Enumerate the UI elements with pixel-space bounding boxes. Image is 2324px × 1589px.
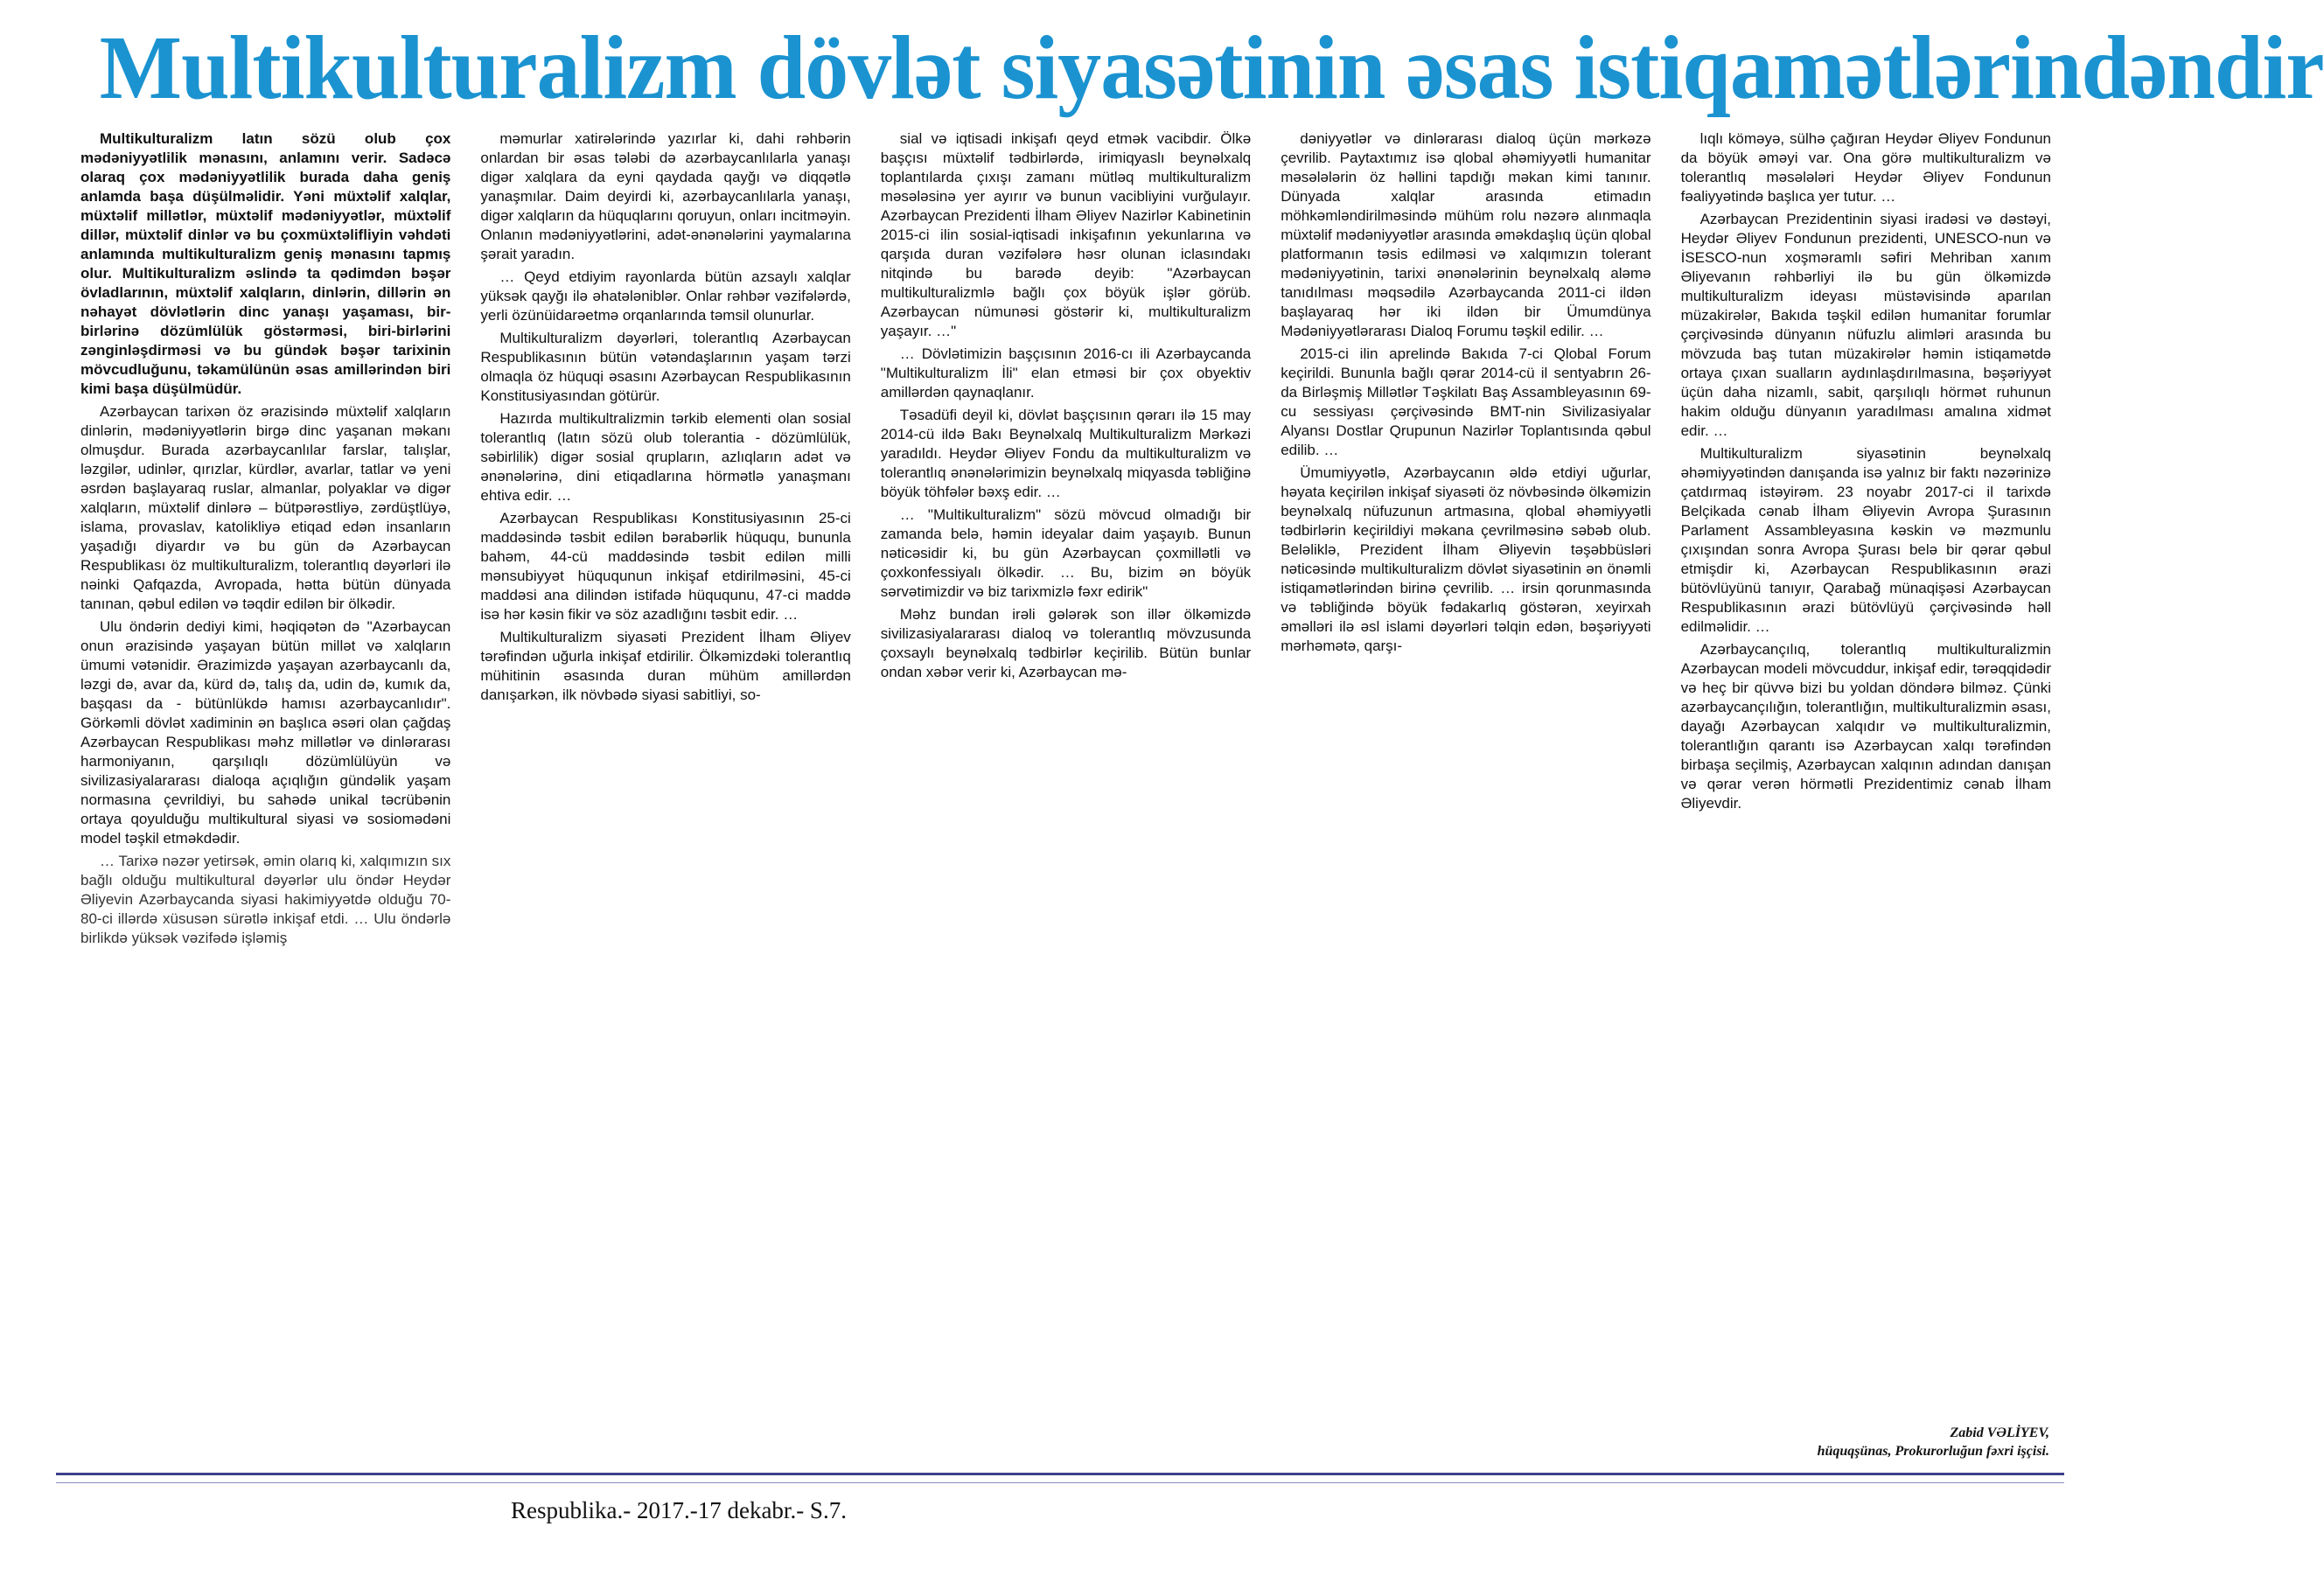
article-paragraph: sial və iqtisadi inkişafı qeyd etmək vacibdir. Ölkə başçısı müxtəlif tədbirlərdə, irimiqyaslı beynəlxalq toplantılarda çıxışı zamanı mütləq multikulturalizm məsələsinə yer ayırır və bunun vacibliyini vurğulayır. Azərbaycan Prezidenti İlham Əliyev Nazirlər Kabinetinin 2015-ci ilin sosial-iqtisadi inkişafının yekunlarına və qarşıda duran vəzifələrə həsr olunan iclasındakı nitqində bu barədə deyib: "Azərbaycan multikulturalizmlə bağlı çox böyük işlər görüb. Azərbaycan nümunəsi göstərir ki, multikulturalizm yaşayır. …" (880, 130, 1252, 339)
author-name: Zabid VƏLİYEV, (1950, 1425, 2049, 1440)
article-column-2 (480, 129, 850, 1452)
source-citation: Respublika.- 2017.-17 dekabr.- S.7. (511, 1497, 847, 1523)
article-column-5 (1681, 129, 2051, 1452)
article-lead-paragraph: Multikulturalizm latın sözü olub çox mədəniyyətlilik mənasını, anlamını verir. Sadəcə olaraq çox mədəniyyətlilik burada daha geniş anlamda başa düşülməlidir. Yəni müxtəlif xalqlar, müxtəlif millətlər, müxtəlif mədəniyyətlər, müxtəlif dillər, müxtəlif dinlər və bu çoxmüxtəlifliyin vəhdəti anlamında multikulturalizm geniş mənasını tapmış olur. Multikulturalizm əslində ta qədimdən bəşər övladlarının, müxtəlif xalqların, dinlərin, dillərin ən nəhayət dövlətlərin dinc yanaşı yaşaması, bir-birlərinə dözümlülük göstərməsi, biri-birlərini zənginləşdirməsi və bu gündək bəşər tarixinin mövcudluğunu, təkamülünün əsas amillərindən biri kimi başa düşülmüdür. (80, 130, 451, 397)
article-paragraph: Məhz bundan irəli gələrək son illər ölkəmizdə sivilizasiyalararası dialoq və tolerantlıq mövzusunda çoxsaylı beynəlxalq tədbirlər keçirilib. Bütün bunlar ondan xəbər verir ki, Azərbaycan mə- (880, 606, 1252, 680)
article-paragraph: Azərbaycançılıq, tolerantlıq multikulturalizmin Azərbaycan modeli mövcuddur, inkişaf edir, tərəqqidədir və heç bir qüvvə bizi bu yoldan döndərə bilməz. Çünki azərbaycançılığın, tolerantlığın, multikulturalizmin əsası, dayağı Azərbaycan xalqıdır və multikulturalizmin, tolerantlığın qarantı isə Azərbaycan xalqı tərəfindən birbaşa seçilmiş, Azərbaycan xalqının adından danışan və qərar verən hörmətli Prezidentimiz cənab İlham Əliyevdir. (1680, 641, 2051, 812)
article-paragraph: … Qeyd etdiyim rayonlarda bütün azsaylı xalqlar yüksək qayğı ilə əhatələniblər. Onlar rəhbər vəzifələrdə, yerli özünüidarəetmə orqanlarında təmsil olunurlar. (480, 268, 851, 324)
article-column-3 (881, 129, 1251, 1452)
headline: Multikulturalizm dövlət siyasətinin əsas istiqamətlərindəndir (99, 17, 2324, 118)
article-paragraph: dəniyyətlər və dinlərarası dialoq üçün mərkəzə çevrilib. Paytaxtımız isə qlobal əhəmiyyətli humanitar məsələlərin öz həllini tapdığı məkan kimi tanınır. Dünyada xalqlar arasında etimadın möhkəmləndirilməsində mühüm rolu nəzərə alınmaqla müxtəlif mədəniyyətlər arasında əməkdaşlıq üçün qlobal platformanın təsis edilməsi və xalqımızın tolerant mədəniyyətinin, tarixi ənənələrinin beynəlxalq aləmə tanıdılması məqsədilə Azərbaycanda 2011-ci ildən başlayaraq hər iki ildən bir Ümumdünya Mədəniyyətlərarası Dialoq Forumu təşkil edilir. … (1281, 130, 1651, 339)
article-paragraph: … "Multikulturalizm" sözü mövcud olmadığı bir zamanda belə, həmin ideyalar daim yaşayıb. Bunun nəticəsidir ki, bu gün Azərbaycan çoxmillətli və çoxkonfessiyalı ölkədir. … Bu, bizim ən böyük sərvətimizdir və biz tarixmizlə fəxr edirik" (880, 506, 1252, 600)
article-paragraph: Ulu öndərin dediyi kimi, həqiqətən də "Azərbaycan onun ərazisində yaşayan bütün millət və xalqların ümumi vətənidir. Ərazimizdə yaşayan azərbaycanlı da, ləzgi də, avar da, kürd də, talış da, udin də, kumık da, başqası da - bütünlükdə hamısı azərbaycanlıdır". Görkəmli dövlət xadiminin ən başlıca əsəri olan çağdaş Azərbaycan Respublikası məhz millətlər və dinlərarası harmoniyanın, qarşılıqlı dözümlülüyün və sivilizasiyalararası dialoqa açıqlığın gündəlik yaşam normasına çevrildiyi, bu sahədə unikal təcrübənin ortaya qoyulduğu multikultural siyasi və sosiomədəni model təşkil etməkdədir. (80, 618, 451, 847)
article-body (80, 129, 2051, 1452)
article-paragraph: Ümumiyyətlə, Azərbaycanın əldə etdiyi uğurlar, həyata keçirilən inkişaf siyasəti öz növbəsində ölkəmizin beynəlxalq nüfuzunun artmasına, qlobal əhəmiyyətli tədbirlərin keçirildiyi məkana çevrilməsinə səbəb olub. Beləliklə, Prezident İlham Əliyevin təşəbbüsləri nəticəsində multikulturalizm dövlət siyasətinin ən önəmli istiqamətlərindən birinə çevrilib. … irsin qorunmasında və təbliğində böyük fədakarlıq göstərən, xeyirxah əməlləri ilə əsl islami dəyərləri təlqin edən, bəşəriyyəti mərhəmətə, qarşı- (1281, 464, 1651, 654)
footer-divider (56, 1473, 2064, 1475)
article-paragraph: … Dövlətimizin başçısının 2016-cı ili Azərbaycanda "Multikulturalizm İli" elan etməsi bir çox obyektiv amillərdən qaynaqlanır. (880, 345, 1252, 401)
article-column-4 (1281, 129, 1651, 1452)
article-paragraph: 2015-ci ilin aprelində Bakıda 7-ci Qlobal Forum keçirildi. Bununla bağlı qərar 2014-cü il sentyabrın 26-da Birləşmiş Millətlər Təşkilatı Baş Assambleyasının 69-cu sessiyası çərçivəsində BMT-nin Sivilizasiyalar Alyansı Dostlar Qrupunun Nazirlər Toplantısında qəbul edilib. … (1281, 345, 1651, 458)
author-title: hüquqşünas, Prokurorluğun fəxri işçisi. (1817, 1444, 2049, 1459)
article-paragraph: Azərbaycan Respublikası Konstitusiyasının 25-ci maddəsində təsbit edilən bərabərlik hüququ, bununla bahəm, 44-cü maddəsində təsbit edilən milli mənsubiyyət hüququnun inkişaf etdirilməsini, 45-ci maddəsi ana dilindən istifadə hüququnu, 47-ci maddə isə hər kəsin fikir və söz azadlığını təsbit edir. … (480, 510, 851, 623)
article-paragraph: Azərbaycan Prezidentinin siyasi iradəsi və dəstəyi, Heydər Əliyev Fondunun prezidenti, UNESCO-nun və İSESCO-nun xoşməramlı səfiri Mehriban xanım Əliyevanın rəhbərliyi ilə bu gün ölkəmizdə multikulturalizm ideyası müstəvisində aparılan müzakirələr, Bakıda təşkil edilən humanitar forumlar çərçivəsində dünyanın nüfuzlu alimləri arasında bu mövzuda baş tutan müzakirələr həmin istiqamətdə ortaya çıxan sualların aydınlaşdırılmasına, bəşəriyyət üçün daha nizamlı, sabit, qarşılıqlı hörmət ruhunun hakim olduğu dünyanın yaradılması amalına xidmət edir. … (1680, 211, 2051, 439)
article-paragraph: Multikulturalizm dəyərləri, tolerantlıq Azərbaycan Respublikasının bütün vətəndaşlarının yaşam tərzi olmaqla öz hüquqi əsasını Azərbaycan Respublikasının Konstitusiyasından götürür. (480, 330, 851, 404)
article-paragraph: Multikulturalizm siyasətinin beynəlxalq əhəmiyyətindən danışanda isə yalnız bir faktı nəzərinizə çatdırmaq istəyirəm. 23 noyabr 2017-ci il tarixdə Belçikada cənab İlham Əliyevin Avropa Şurasının Parlament Assambleyasına kəskin və məzmunlu çıxışından sonra Avropa Şurası belə bir qərar qəbul etmişdir ki, Azərbaycan Respublikasının ərazi bütövlüyünü tanıyır, Qarabağ münaqişəsi Azərbaycan Respublikasının ərazi bütövlüyü çərçivəsində həll edilməlidir. … (1680, 445, 2051, 635)
article-column-1 (80, 129, 450, 1452)
footer-divider-thin (56, 1482, 2064, 1483)
author-signature (1595, 1424, 2049, 1460)
article-paragraph: … Tarixə nəzər yetirsək, əmin olarıq ki, xalqımızın sıx bağlı olduğu multikultural dəyərlər ulu öndər Heydər Əliyevin Azərbaycanda siyasi hakimiyyətdə olduğu 70-80-ci illərdə xüsusən sürətlə inkişaf etdi. … Ulu öndərlə birlikdə yüksək vəzifədə işləmiş (80, 853, 451, 946)
article-paragraph: Hazırda multikultralizmin tərkib elementi olan sosial tolerantlıq (latın sözü olub tolerantia - dözümlülük, səbirlilik) digər sosial qrupların, azlıqların adət və ənənələrinə, dini etiqadlarına hörmətlə yanaşmanı ehtiva edir. … (480, 410, 851, 504)
article-paragraph: Təsadüfi deyil ki, dövlət başçısının qərarı ilə 15 may 2014-cü ildə Bakı Beynəlxalq Multikulturalizm Mərkəzi yaradıldı. Heydər Əliyev Fondu da multikulturalizm və tolerantlıq ənənələrimizin beynəlxalq miqyasda təbliğinə böyük töhfələr bəxş edir. … (880, 407, 1252, 500)
article-paragraph: lıqlı köməyə, sülhə çağıran Heydər Əliyev Fondunun da böyük əməyi var. Ona görə multikulturalizm və tolerantlıq məsələləri Heydər Əliyev Fondunun fəaliyyətində başlıca yer tutur. … (1680, 130, 2051, 205)
article-paragraph: Multikulturalizm siyasəti Prezident İlham Əliyev tərəfindən uğurla inkişaf etdirilir. Ölkəmizdəki tolerantlıq mühitinin əsasında duran mühüm amillərdən danışarkən, ilk növbədə siyasi sabitliyi, so- (480, 629, 851, 703)
article-paragraph: Azərbaycan tarixən öz ərazisində müxtəlif xalqların dinlərin, mədəniyyətlərin birgə dinc yaşanan məkanı olmuşdur. Burada azərbaycanlılar farslar, talışlar, ləzgilər, udinlər, qırızlar, kürdlər, avarlar, tatlar və yeni əsrdən başlayaraq ruslar, almanlar, polyaklar və digər xalqların, müxtəlif dinlərə – bütpərəstliyə, zərdüştlüyə, islama, provaslav, katolikliyə etiqad edən insanların yaşadığı diyardır və bu gün də Azərbaycan Respublikası öz multikulturalizm, tolerantlıq dəyərləri ilə nəinki Qafqazda, Avropada, hətta bütün dünyada tanınan, qəbul edilən və təqdir edilən bir ölkədir. (80, 403, 451, 612)
article-paragraph: məmurlar xatirələrində yazırlar ki, dahi rəhbərin onlardan bir əsas tələbi də azərbaycanlılarla yanaşı digər xalqlara da eyni qaydada qayğı və diqqətlə yanaşmılar. Daim deyirdi ki, azərbaycanlılarla yanaşı, digər xalqların da hüquqlarını qoruyun, onları incitməyin. Onlanın mədəniyyətlərini, adət-ənənələrini yaymalarına şərait yaradın. (480, 130, 851, 262)
